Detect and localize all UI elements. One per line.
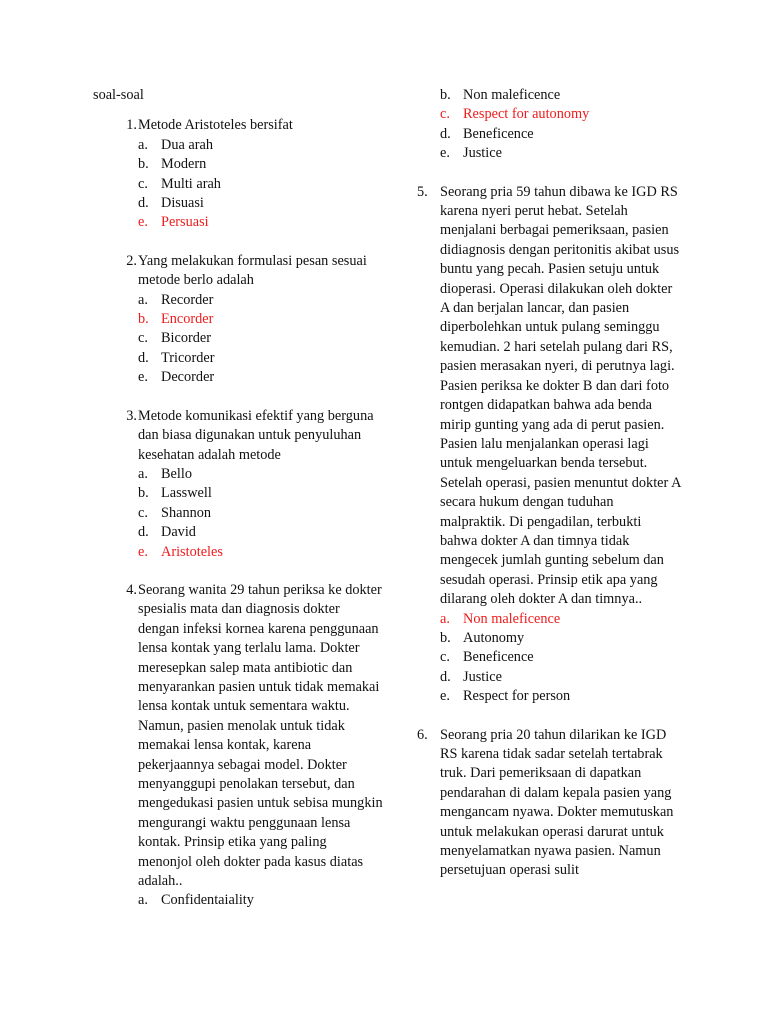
right-column <box>417 86 682 881</box>
option-c: c. Shannon <box>138 504 212 521</box>
option-list <box>138 891 383 910</box>
question-6 <box>417 726 682 881</box>
question-2 <box>93 252 383 388</box>
question-number: 4. <box>126 581 137 598</box>
option-e: e. Justice <box>440 145 502 162</box>
question-text: Metode komunikasi efektif yang berguna dan biasa digunakan untuk penyuluhan kesehatan adalah metode <box>138 407 374 463</box>
option-e: e. Respect for person <box>440 688 571 705</box>
option-c: c. Beneficence <box>440 649 534 666</box>
option-c: c. Bicorder <box>138 330 212 347</box>
question-number: 5. <box>417 183 428 200</box>
option-d: d. Disuasi <box>138 195 204 212</box>
question-3 <box>93 407 383 562</box>
question-text: Metode Aristoteles bersifat <box>138 117 293 134</box>
question-4 <box>93 581 383 911</box>
question-number: 2. <box>126 252 137 269</box>
option-b: b. Autonomy <box>440 629 525 646</box>
option-d: d. Beneficence <box>440 125 534 142</box>
option-c-correct: c. Respect for autonomy <box>440 106 590 123</box>
question-5 <box>417 183 682 707</box>
option-d: d. Tricorder <box>138 349 215 366</box>
option-list-continued <box>440 86 682 164</box>
option-e-correct: e. Aristoteles <box>138 543 223 560</box>
question-number: 1. <box>126 117 137 134</box>
option-list <box>138 291 383 388</box>
option-c: c. Multi arah <box>138 175 221 192</box>
question-text: Seorang wanita 29 tahun periksa ke dokter spesialis mata dan diagnosis dokter dengan infeksi kornea karena penggunaan lensa kontak yang terlalu lama. Dokter meresepkan salep mata antibiotic dan menyarankan pasien untuk tidak memakai lensa kontak untuk sementara waktu. Namun, pasien menolak untuk tidak memakai lensa kontak, karena pekerjaannya sebagai model. Dokter menyanggupi penolakan tersebut, dan mengedukasi pasien untuk sebisa mungkin mengurangi waktu penggunaan lensa kontak. Prinsip etika yang paling menonjol oleh dokter pada kasus diatas adalah.. <box>138 581 383 890</box>
option-list <box>138 465 383 562</box>
option-a: a. Recorder <box>138 291 214 308</box>
option-e-correct: e. Persuasi <box>138 214 209 231</box>
option-a-correct: a. Non maleficence <box>440 610 561 627</box>
question-text: Seorang pria 20 tahun dilarikan ke IGD RS karena tidak sadar setelah tertabrak truk. Dari pemeriksaan di dapatkan pendarahan di dalam kepala pasien yang mengancam nyawa. Dokter memutuskan untuk melakukan operasi darurat untuk menyelamatkan nyawa pasien. Namun persetujuan operasi sulit <box>440 726 674 879</box>
option-d: d. David <box>138 524 196 541</box>
question-1 <box>93 116 383 232</box>
option-list <box>138 136 383 233</box>
question-number: 6. <box>417 726 428 743</box>
option-b: b. Lasswell <box>138 485 212 502</box>
option-a: a. Dua arah <box>138 136 213 153</box>
question-number: 3. <box>126 407 137 424</box>
option-list <box>440 610 682 707</box>
option-a: a. Confidentaiality <box>138 892 254 909</box>
question-text: Seorang pria 59 tahun dibawa ke IGD RS karena nyeri perut hebat. Setelah menjalani berbagai pemeriksaan, pasien didiagnosis dengan peritonitis akibat usus buntu yang pecah. Pasien setuju untuk dioperasi. Operasi dilakukan oleh dokter A dan berjalan lancar, dan pasien diperbolehkan untuk pulang seminggu kemudian. 2 hari setelah pulang dari RS, pasien merasakan nyeri, di perutnya lagi. Pasien periksa ke dokter B dan dari foto rontgen didapatkan bahwa ada benda mirip gunting yang ada di perut pasien. Pasien lalu menjalankan operasi lagi untuk mengeluarkan benda tersebut. Setelah operasi, pasien menuntut dokter A secara hukum dengan tuduhan malpraktik. Di pengadilan, terbukti bahwa dokter A dan timnya tidak mengecek jumlah gunting sebelum dan sesudah operasi. Prinsip etik apa yang dilarang oleh dokter A dan timnya.. <box>440 183 681 608</box>
option-a: a. Bello <box>138 465 192 482</box>
option-e: e. Decorder <box>138 369 215 386</box>
left-column <box>93 86 383 911</box>
option-d: d. Justice <box>440 668 502 685</box>
option-b: b. Non maleficence <box>440 87 561 103</box>
question-text: Yang melakukan formulasi pesan sesuai metode berlo adalah <box>138 252 367 289</box>
option-b: b. Modern <box>138 156 207 173</box>
option-b-correct: b. Encorder <box>138 311 214 328</box>
page-title: soal-soal <box>93 87 144 103</box>
